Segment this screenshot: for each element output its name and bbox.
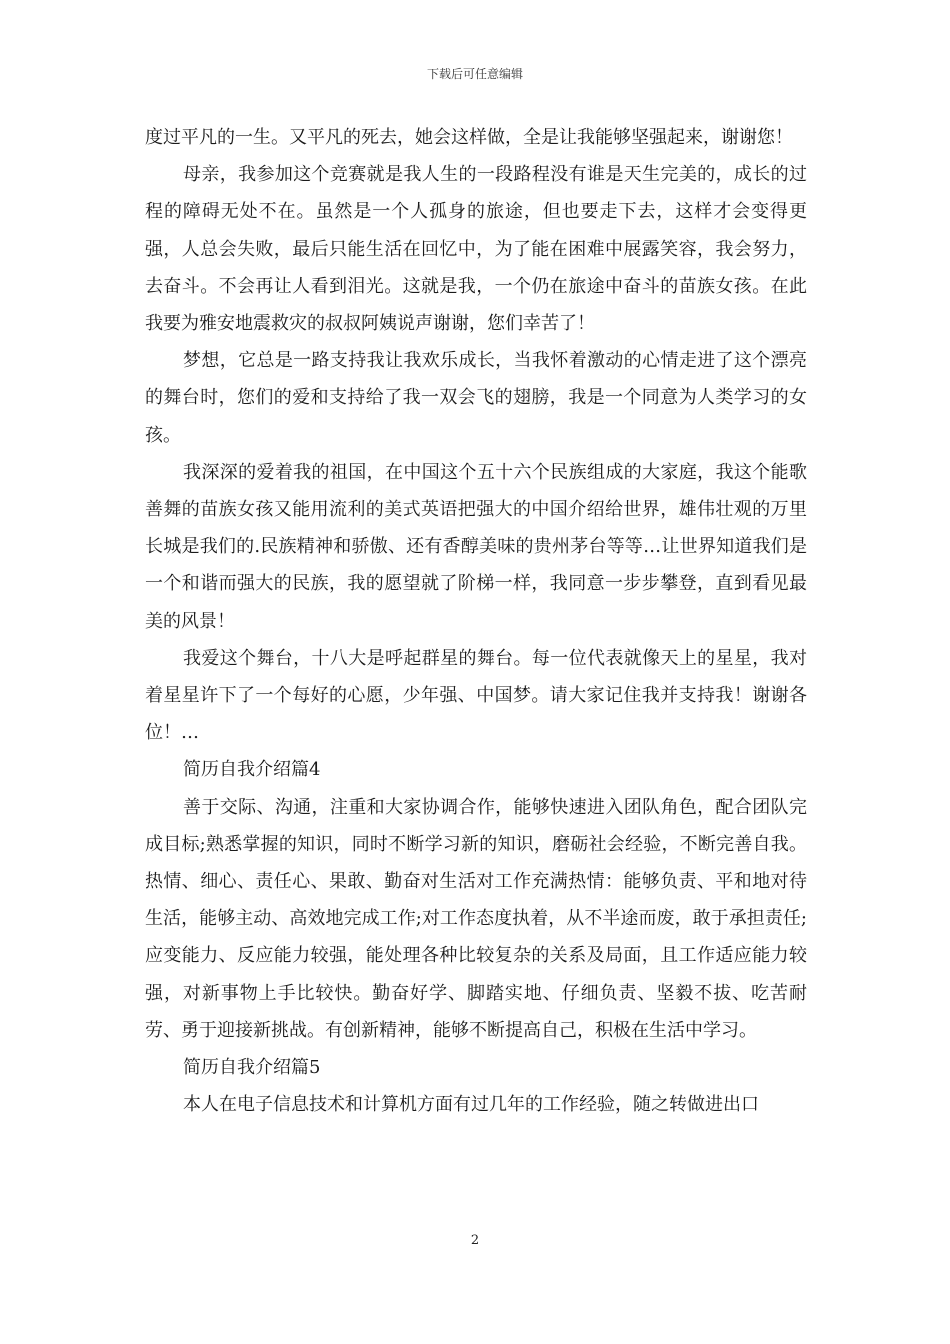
paragraph-dream: 梦想，它总是一路支持我让我欢乐成长，当我怀着激动的心情走进了这个漂亮的舞台时，您们的爱和支持给了我一双会飞的翅膀，我是一个同意为人类学习的女孩。 — [145, 350, 807, 446]
paragraph-resume-5: 本人在电子信息技术和计算机方面有过几年的工作经验，随之转做进出口 — [183, 1094, 759, 1116]
section-heading-5: 简历自我介绍篇5 — [183, 1057, 321, 1079]
page-header: 下载后可任意编辑 — [426, 67, 523, 81]
paragraph-resume-4: 善于交际、沟通，注重和大家协调合作，能够快速进入团队角色，配合团队完成目标;熟悉掌握的知识，同时不断学习新的知识，磨砺社会经验，不断完善自我。热情、细心、责任心、果敢、勤奋对生活对工作充满热情：能够负责、平和地对待生活，能够主动、高效地完成工作;对工作态度执着，从不半途而废，敢于承担责任;应变能力、反应能力较强，能处理各种比较复杂的关系及局面，且工作适应能力较强，对新事物上手比较快。勤奋好学、脚踏实地、仔细负责、坚毅不拔、吃苦耐劳、勇于迎接新挑战。有创新精神，能够不断提高自己，积极在生活中学习。 — [145, 796, 807, 1041]
section-heading-4: 简历自我介绍篇4 — [183, 759, 321, 781]
paragraph-stage: 我爱这个舞台，十八大是呼起群星的舞台。每一位代表就像天上的星星，我对着星星许下了一个每好的心愿，少年强、中国梦。请大家记住我并支持我！谢谢各位！… — [145, 647, 807, 744]
page-number: 2 — [470, 1233, 480, 1248]
paragraph-continuation: 度过平凡的一生。又平凡的死去，她会这样做，全是让我能够坚强起来，谢谢您！ — [145, 127, 793, 148]
paragraph-motherland: 我深深的爱着我的祖国，在中国这个五十六个民族组成的大家庭，我这个能歌善舞的苗族女孩又能用流利的美式英语把强大的中国介绍给世界，雄伟壮观的万里长城是我们的.民族精神和骄傲、还有香醇美味的贵州茅台等等…让世界知道我们是一个和谐而强大的民族，我的愿望就了阶梯一样，我同意一步步攀登，直到看见最美的风景！ — [145, 461, 807, 632]
document-body — [145, 119, 807, 1123]
paragraph-mother: 母亲，我参加这个竞赛就是我人生的一段路程没有谁是天生完美的，成长的过程的障碍无处不在。虽然是一个人孤身的旅途，但也要走下去，这样才会变得更强，人总会失败，最后只能生活在回忆中，为了能在困难中展露笑容，我会努力，去奋斗。不会再让人看到泪光。这就是我，一个仍在旅途中奋斗的苗族女孩。在此我要为雅安地震救灾的叔叔阿姨说声谢谢，您们幸苦了！ — [145, 164, 807, 335]
